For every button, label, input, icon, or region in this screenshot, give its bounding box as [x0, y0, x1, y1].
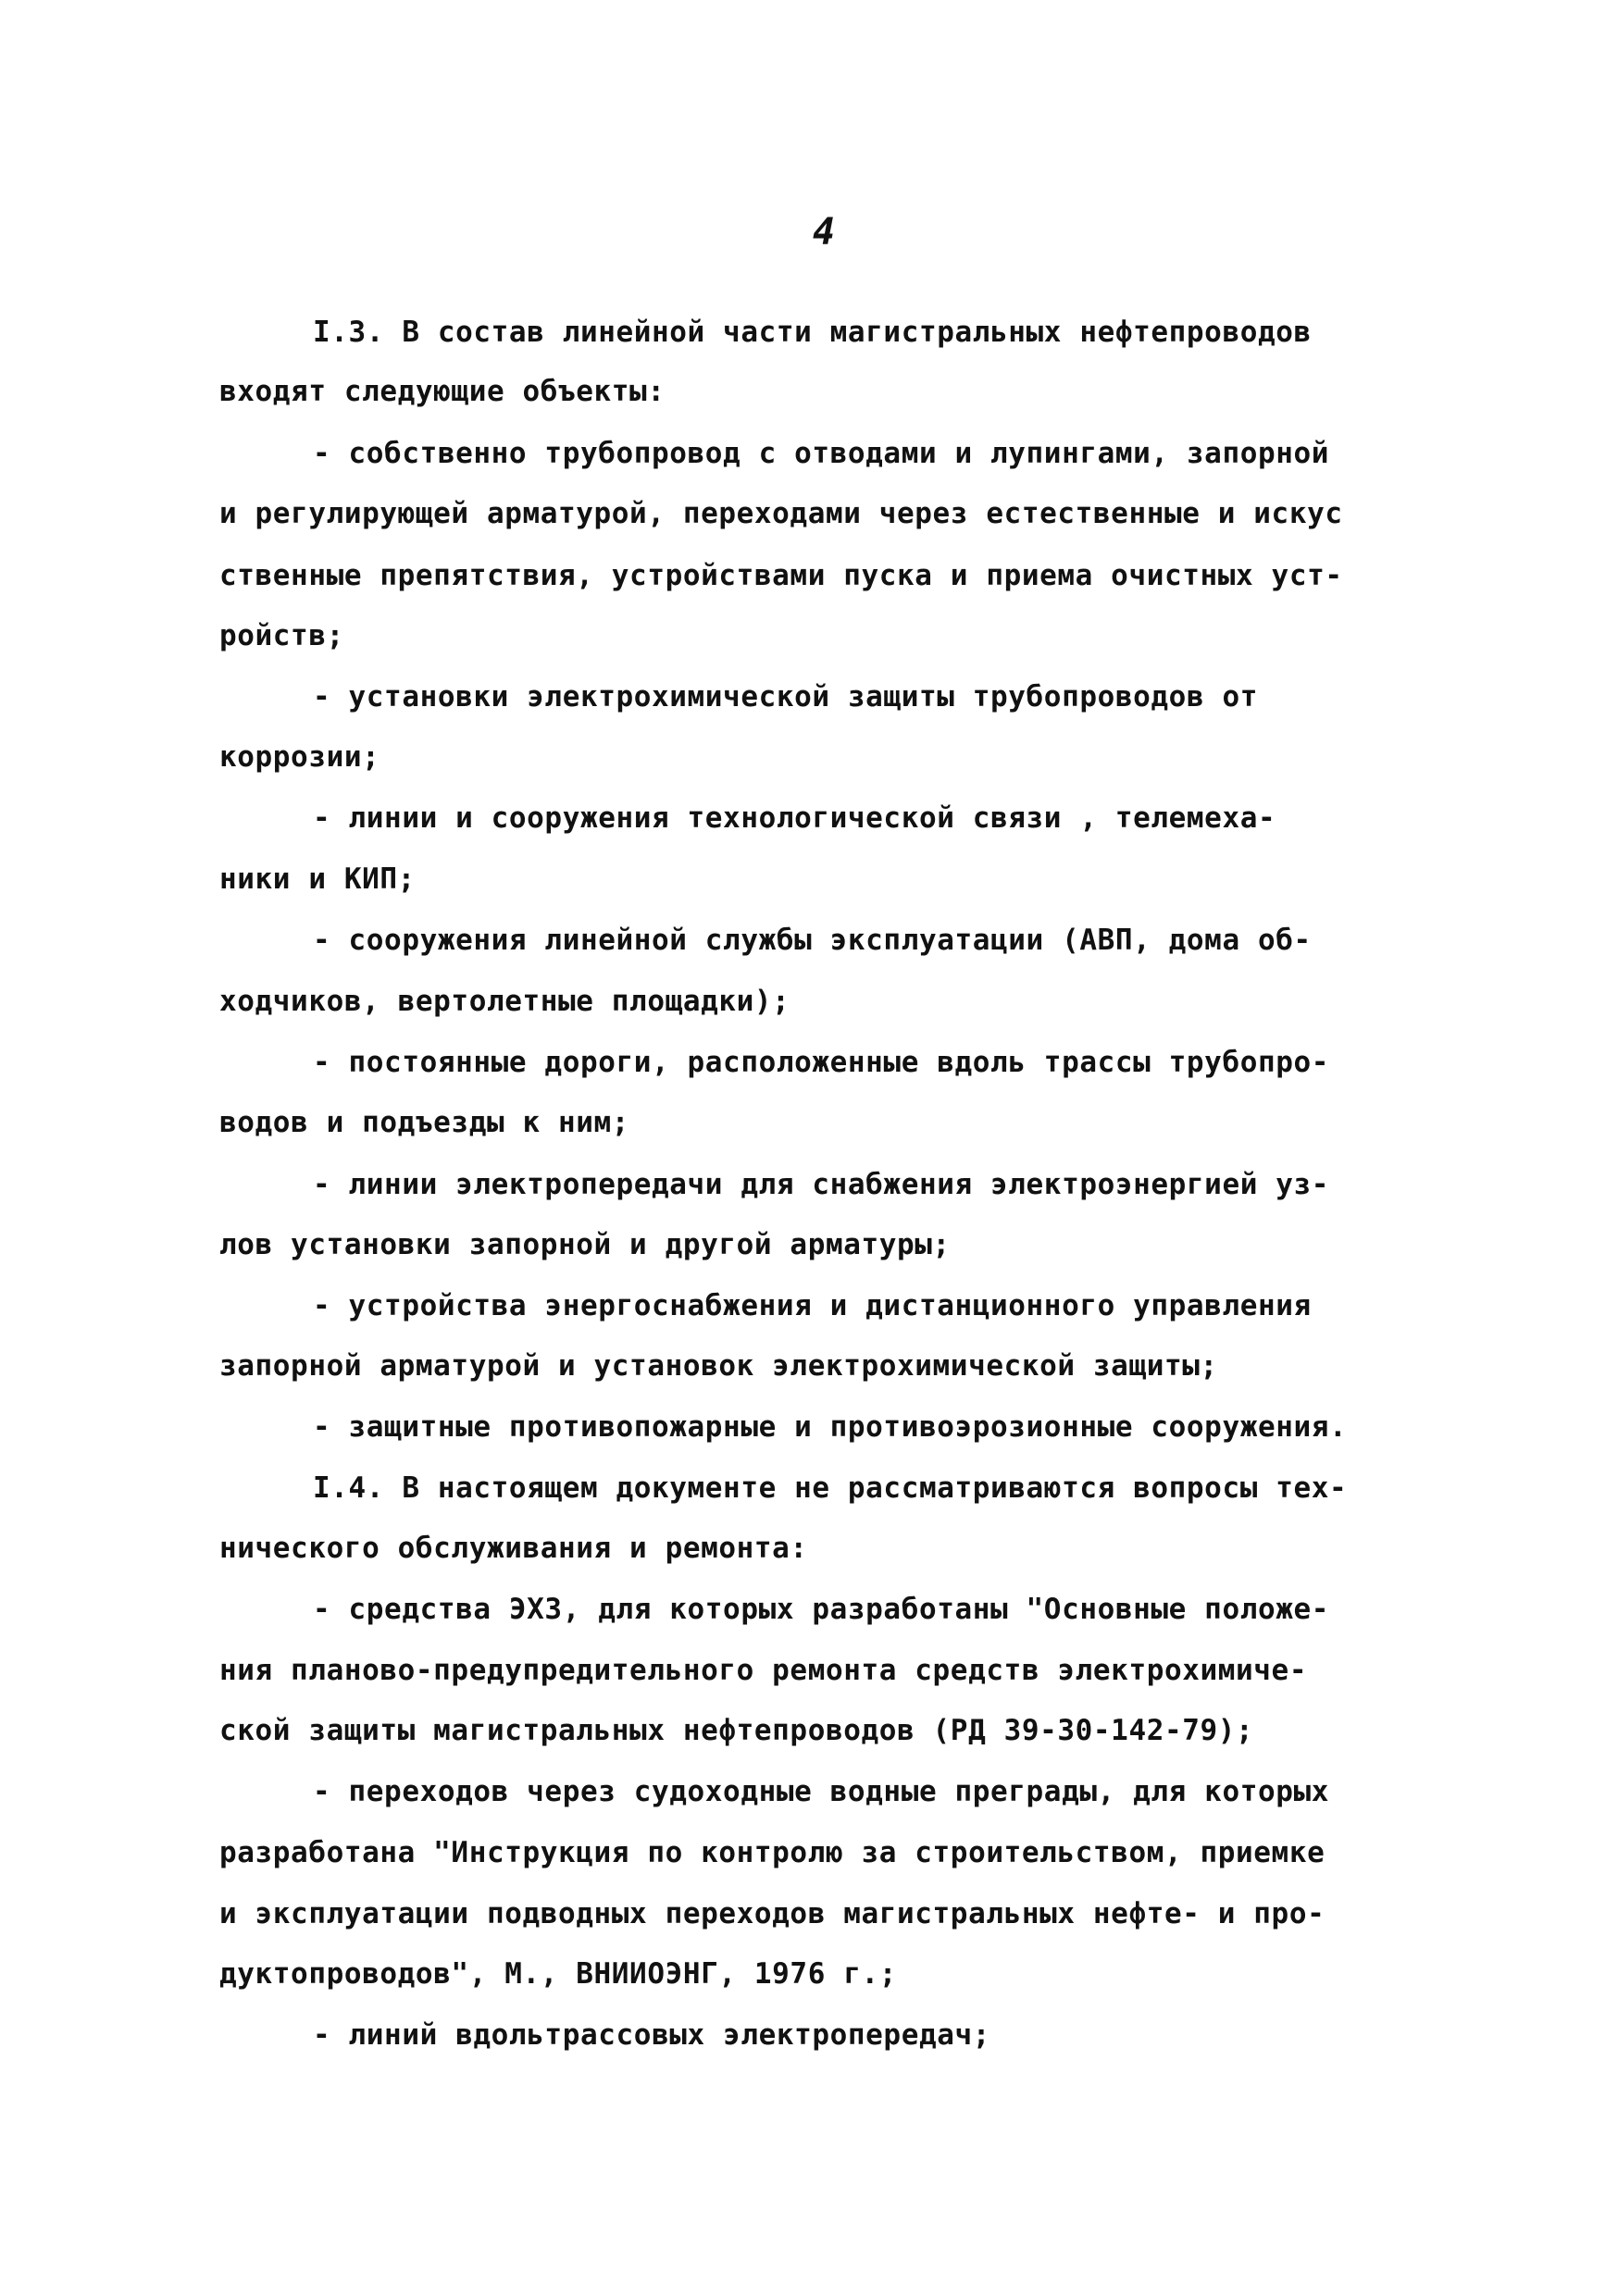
text-line: I.4. В настоящем документе не рассматриваются вопросы тех-: [313, 1471, 1348, 1505]
text-line: ходчиков, вертолетные площадки);: [219, 985, 790, 1018]
text-line: дуктопроводов", М., ВНИИОЭНГ, 1976 г.;: [219, 1957, 898, 1991]
text-line: входят следующие объекты:: [219, 375, 666, 408]
text-line: - средства ЭХЗ, для которых разработаны "Основные положе-: [313, 1593, 1330, 1626]
text-line: - сооружения линейной службы эксплуатации (АВП, дома об-: [313, 924, 1312, 957]
text-line: - установки электрохимической защиты трубопроводов от: [313, 680, 1258, 714]
text-line: I.3. В состав линейной части магистральных нефтепроводов: [313, 316, 1312, 349]
text-line: - собственно трубопровод с отводами и лупингами, запорной: [313, 437, 1330, 470]
text-line: - устройства энергоснабжения и дистанционного управления: [313, 1289, 1312, 1322]
text-line: лов установки запорной и другой арматуры;: [219, 1228, 951, 1261]
text-line: ния планово-предупредительного ремонта средств электрохимиче-: [219, 1654, 1308, 1687]
text-line: и эксплуатации подводных переходов магистральных нефте- и про-: [219, 1897, 1326, 1930]
text-line: запорной арматурой и установок электрохимической защиты;: [219, 1349, 1218, 1383]
text-line: нического обслуживания и ремонта:: [219, 1532, 808, 1565]
text-line: - линий вдольтрассовых электропередач;: [313, 2018, 991, 2052]
text-line: - линии электропередачи для снабжения электроэнергией уз-: [313, 1168, 1330, 1201]
text-line: и регулирующей арматурой, переходами через естественные и искус: [219, 497, 1343, 530]
text-line: водов и подъезды к ним;: [219, 1106, 630, 1139]
text-line: - постоянные дороги, расположенные вдоль трассы трубопро-: [313, 1046, 1330, 1079]
text-line: - переходов через судоходные водные преграды, для которых: [313, 1775, 1330, 1808]
text-line: разработана "Инструкция по контролю за строительством, приемке: [219, 1836, 1326, 1869]
text-line: ники и КИП;: [219, 863, 416, 896]
text-line: - защитные противопожарные и противоэрозионные сооружения.: [313, 1410, 1348, 1444]
text-line: ройств;: [219, 619, 344, 652]
page-number: 4: [813, 211, 836, 254]
text-line: ственные препятствия, устройствами пуска и приема очистных уст-: [219, 559, 1343, 592]
text-line: ской защиты магистральных нефтепроводов (РД 39-30-142-79);: [219, 1714, 1254, 1747]
text-line: - линии и сооружения технологической связи , телемеха-: [313, 801, 1276, 835]
text-line: коррозии;: [219, 740, 380, 774]
